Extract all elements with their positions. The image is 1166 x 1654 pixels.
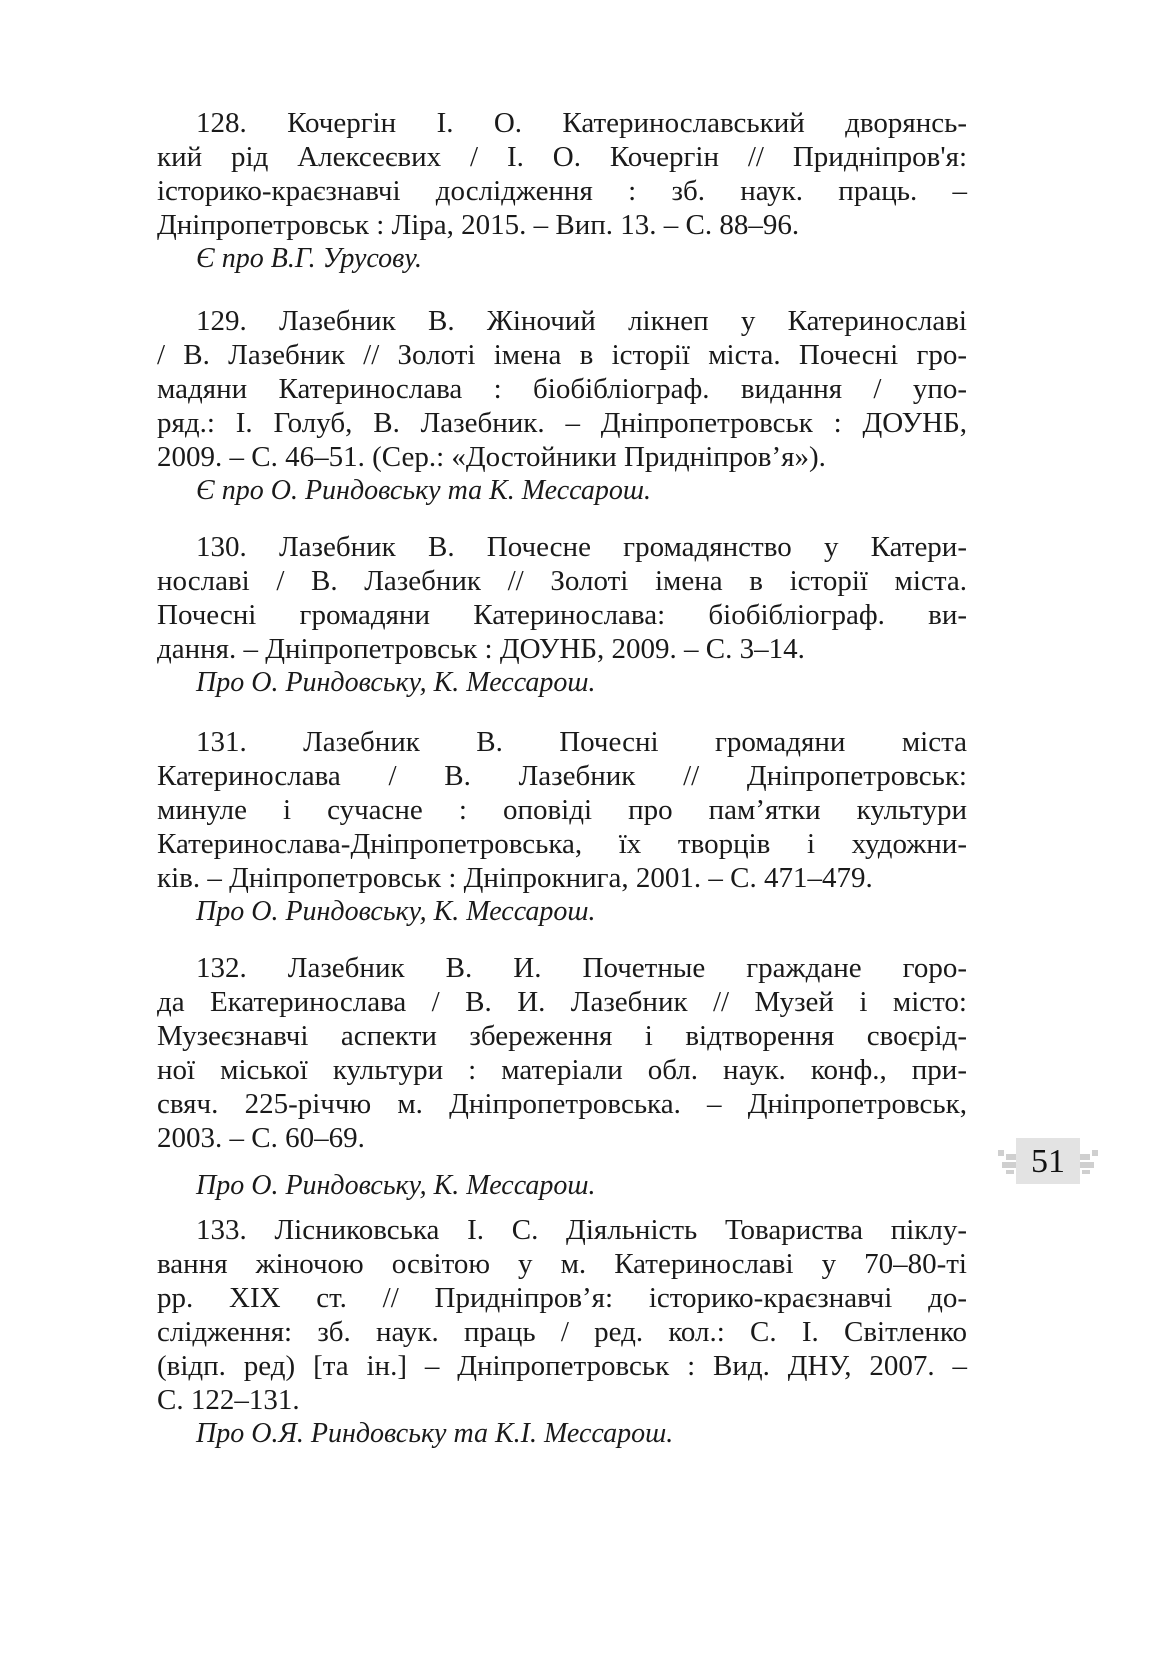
- entry-annotation: Про О. Риндовську, К. Мессарош.: [196, 896, 596, 927]
- ornament-right-icon: [1080, 1150, 1098, 1174]
- entry-line: Почесні громадяни Катеринослава: біобібліограф. ви-: [157, 599, 967, 631]
- entry-line: Катеринослава-Дніпропетровська, їх творців і художни-: [157, 828, 967, 860]
- entry-line: мадяни Катеринослава : біобібліограф. видання / упо-: [157, 373, 967, 405]
- entry-line: кий рід Алексеєвих / І. О. Кочергін // Придніпров'я:: [157, 141, 967, 173]
- entry-annotation: Про О. Риндовську, К. Мессарош.: [196, 1170, 596, 1201]
- bibliography-entry-129: [157, 304, 967, 508]
- entry-line: 131. Лазебник В. Почесні громадяни міста: [196, 726, 967, 758]
- entry-line: 2009. – С. 46–51. (Сер.: «Достойники Придніпров’я»).: [157, 441, 826, 473]
- entry-line: дання. – Дніпропетровськ : ДОУНБ, 2009. – С. 3–14.: [157, 633, 805, 665]
- entry-annotation: Є про В.Г. Урусову.: [196, 243, 422, 274]
- bibliography-entry-131: [157, 725, 967, 929]
- entry-line: минуле і сучасне : оповіді про пам’ятки культури: [157, 794, 967, 826]
- entry-line: 129. Лазебник В. Жіночий лікнеп у Катеринославі: [196, 305, 967, 337]
- entry-line: С. 122–131.: [157, 1384, 300, 1416]
- entry-line: Музеєзнавчі аспекти збереження і відтворення своєрід-: [157, 1020, 967, 1052]
- entry-line: 130. Лазебник В. Почесне громадянство у Катери-: [196, 531, 967, 563]
- entry-line: / В. Лазебник // Золоті імена в історії міста. Почесні гро-: [157, 339, 967, 371]
- entry-line: вання жіночою освітою у м. Катеринославі у 70–80-ті: [157, 1248, 967, 1280]
- entry-annotation: Про О.Я. Риндовську та К.І. Мессарош.: [196, 1418, 674, 1449]
- entry-line: рр. ХІХ ст. // Придніпров’я: історико-краєзнавчі до-: [157, 1282, 967, 1314]
- entry-line: 2003. – С. 60–69.: [157, 1122, 365, 1154]
- page-number: 51: [1031, 1143, 1065, 1180]
- entry-line: ряд.: І. Голуб, В. Лазебник. – Дніпропетровськ : ДОУНБ,: [157, 407, 967, 439]
- entry-line: да Екатеринослава / В. И. Лазебник // Музей і місто:: [157, 986, 967, 1018]
- entry-line: (відп. ред) [та ін.] – Дніпропетровськ : Вид. ДНУ, 2007. –: [157, 1350, 967, 1382]
- entry-line: ків. – Дніпропетровськ : Дніпрокнига, 2001. – С. 471–479.: [157, 862, 873, 894]
- page-number-badge: [998, 1138, 1098, 1186]
- bibliography-entry-128: [157, 106, 967, 276]
- bibliography-entry-132: [157, 951, 967, 1203]
- entry-line: свяч. 225-річчю м. Дніпропетровська. – Дніпропетровськ,: [157, 1088, 967, 1120]
- entry-line: нославі / В. Лазебник // Золоті імена в історії міста.: [157, 565, 967, 597]
- entry-line: Катеринослава / В. Лазебник // Дніпропетровськ:: [157, 760, 967, 792]
- entry-annotation: Є про О. Риндовську та К. Мессарош.: [196, 475, 651, 506]
- entry-line: 133. Лісниковська І. С. Діяльність Товариства піклу-: [196, 1214, 967, 1246]
- entry-line: Дніпропетровськ : Ліра, 2015. – Вип. 13. – С. 88–96.: [157, 209, 800, 241]
- entry-line: 128. Кочергін І. О. Катеринославський дворянсь-: [196, 107, 967, 139]
- bibliography-entry-130: [157, 530, 967, 700]
- entry-annotation: Про О. Риндовську, К. Мессарош.: [196, 667, 596, 698]
- entry-line: ної міської культури : матеріали обл. наук. конф., при-: [157, 1054, 967, 1086]
- bibliography-entry-133: [157, 1213, 967, 1451]
- entry-line: історико-краєзнавчі дослідження : зб. наук. праць. –: [157, 175, 967, 207]
- entry-line: 132. Лазебник В. И. Почетные граждане горо-: [196, 952, 967, 984]
- entry-line: слідження: зб. наук. праць / ред. кол.: С. І. Світленко: [157, 1316, 967, 1348]
